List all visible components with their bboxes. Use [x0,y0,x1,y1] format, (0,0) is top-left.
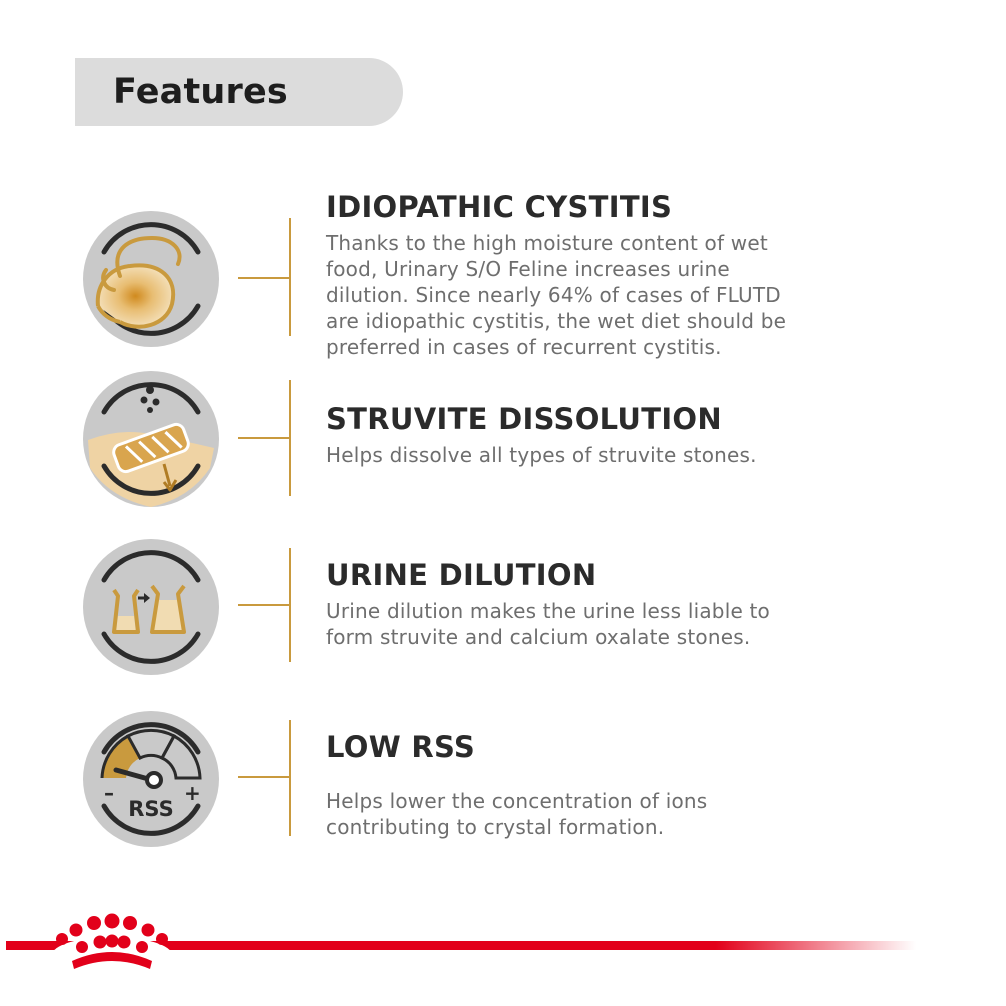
divider-line [289,380,291,496]
description-line: preferred in cases of recurrent cystitis. [326,335,722,359]
feature-urine-dilution [0,536,1006,706]
divider-line [289,218,291,336]
gauge-plus-label: + [184,781,201,805]
feature-description [326,788,866,840]
description-line: are idiopathic cystitis, the wet diet should be [326,309,787,333]
connector-line [238,604,290,606]
feature-description [326,598,866,650]
feature-idiopathic-cystitis [0,190,1006,360]
feature-low-rss [0,706,1006,876]
connector-line [238,277,290,279]
royal-canin-crown-logo [50,907,174,973]
connector-line [238,776,290,778]
bladder-icon [80,208,222,350]
description-line: form struvite and calcium oxalate stones. [326,625,751,649]
page-title: Features [113,72,288,112]
rss-gauge-icon [80,708,222,850]
divider-line [289,720,291,836]
description-line: Helps lower the concentration of ions [326,789,708,813]
description-line: contributing to crystal formation. [326,815,665,839]
feature-struvite-dissolution [0,368,1006,538]
feature-description [326,230,866,360]
struvite-crystal-icon [80,368,222,510]
description-line: Thanks to the high moisture content of wet [326,231,768,255]
description-line: Urine dilution makes the urine less liable to [326,599,770,623]
description-line: dilution. Since nearly 64% of cases of FLUTD [326,283,781,307]
divider-line [289,548,291,662]
description-line: food, Urinary S/O Feline increases urine [326,257,730,281]
connector-line [238,437,290,439]
feature-title: URINE DILUTION [326,558,597,592]
features-header [75,58,403,126]
feature-title: LOW RSS [326,730,476,764]
gauge-minus-label: – [104,781,114,805]
description-line: Helps dissolve all types of struvite stones. [326,443,757,467]
gauge-rss-label: RSS [128,797,174,821]
feature-title: IDIOPATHIC CYSTITIS [326,190,673,224]
urine-dilution-flasks-icon [80,536,222,678]
feature-title: STRUVITE DISSOLUTION [326,402,722,436]
feature-description [326,442,866,468]
